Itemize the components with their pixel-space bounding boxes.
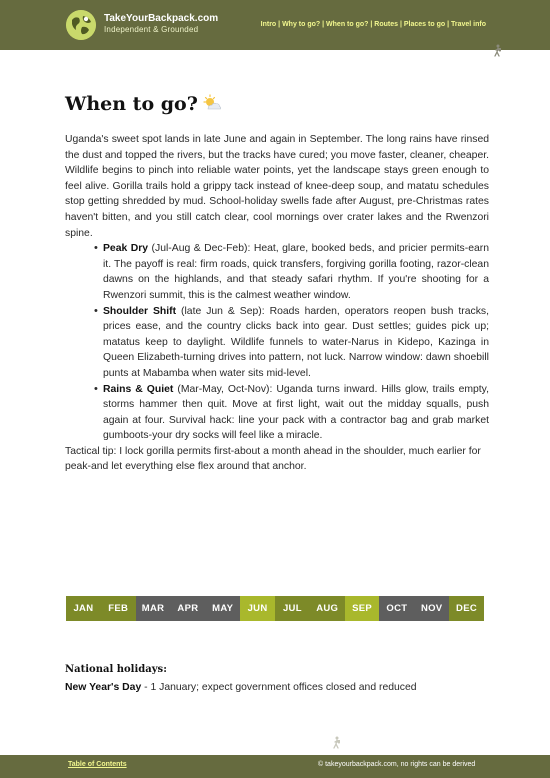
page-title-text: When to go? — [65, 93, 198, 115]
nav-link-places-to-go[interactable]: Places to go — [403, 21, 446, 28]
nav-link-why-to-go[interactable]: Why to go? — [282, 21, 321, 28]
brand-block[interactable] — [104, 14, 218, 34]
month-cell-may: MAY — [205, 596, 240, 621]
season-item-shoulder-shift — [103, 304, 489, 382]
brand-tagline: Independent & Grounded — [104, 25, 199, 34]
nav-separator: | — [368, 21, 373, 28]
holiday-text: - 1 January; expect government offices closed and reduced — [141, 682, 417, 693]
globe-logo-icon[interactable] — [66, 10, 96, 40]
month-cell-jul: JUL — [275, 596, 310, 621]
month-cell-jun: JUN — [240, 596, 275, 621]
season-list — [65, 241, 489, 444]
nav-link-when-to-go[interactable]: When to go? — [326, 21, 369, 28]
season-text: (Mar-May, Oct-Nov): Uganda turns inward. Hills glow, trails empty, storms hammer then quit. Move at first light, wait out the midday squalls, push again at four. Survival hack: line your pack with a contractor bag and grab market gumboots-your dry socks will feel like a miracle. — [103, 383, 489, 442]
season-name: Rains & Quiet — [103, 383, 174, 395]
nav-separator: | — [445, 21, 450, 28]
main-content — [65, 132, 489, 475]
hiker-icon — [491, 44, 505, 58]
nav-link-routes[interactable]: Routes — [374, 21, 399, 28]
month-cell-dec: DEC — [449, 596, 484, 621]
holiday-item — [65, 682, 505, 693]
sun-cloud-icon — [202, 94, 222, 117]
hiker-icon — [330, 736, 344, 755]
month-cell-jan: JAN — [66, 596, 101, 621]
site-footer — [0, 755, 550, 778]
intro-paragraph: Uganda's sweet spot lands in late June and again in September. The long rains have rinsed the dust and topped the rivers, but the tracks have cured; you move faster, cleaner, cheaper. Wildlife begins to pinch into reliable water points, yet the landscape stays green enough to feel alive. Gorilla trails hold a grippy tack instead of knee-deep soup, and matatu schedules stop getting shredded by mud. School-holiday swells fade after August, pre-Christmas rates haven't bitten, and you still catch clear, cool mornings over crater lakes and the Rwenzori spine. — [65, 134, 489, 239]
month-cell-aug: AUG — [310, 596, 345, 621]
month-cell-feb: FEB — [101, 596, 136, 621]
season-name: Shoulder Shift — [103, 305, 177, 317]
tactical-tip: Tactical tip: I lock gorilla permits first-about a month ahead in the shoulder, much earlier for peak-and let everything else flex around that anchor. — [65, 445, 481, 473]
month-cell-sep: SEP — [345, 596, 380, 621]
season-item-peak-dry — [103, 241, 489, 303]
season-text: (late Jun & Sep): Roads harden, operators reopen bush tracks, prices ease, and the country clicks back into gear. Dust settles; guides pick up; matatus keep to daylight. Wildlife funnels to water-Narus in Kidepo, Kazinga in Queen Elizabeth-turning drives into pattern, not luck. Narrow window: dawn shoebill punts at Mabamba when water sits mid-level. — [103, 305, 490, 379]
season-text: (Jul-Aug & Dec-Feb): Heat, glare, booked beds, and pricier permits-earn it. The payoff is real: firm roads, quick transfers, forgiving gorilla footing, razor-clean dawns on the highlands, and that steady safari rhythm. If you're shooting for a Rwenzori summit, this is the calmest weather window. — [103, 243, 489, 301]
nav-link-intro[interactable]: Intro — [260, 21, 277, 28]
table-of-contents-link[interactable]: Table of Contents — [68, 761, 127, 768]
season-item-rains-quiet — [103, 382, 489, 444]
copyright-notice: © takeyourbackpack.com, no rights can be derived — [318, 761, 476, 768]
holiday-name: New Year's Day — [65, 682, 142, 693]
month-cell-apr: APR — [170, 596, 205, 621]
nav-separator: | — [398, 21, 402, 28]
brand-name[interactable]: TakeYourBackpack.com — [104, 13, 219, 24]
top-navigation — [261, 21, 486, 28]
nav-separator: | — [320, 21, 325, 28]
month-calendar-bar — [66, 596, 484, 621]
nav-separator: | — [276, 21, 281, 28]
month-cell-nov: NOV — [414, 596, 449, 621]
holidays-heading: National holidays: — [65, 664, 167, 675]
page-title — [65, 93, 222, 117]
nav-link-travel-info[interactable]: Travel info — [450, 21, 486, 28]
month-cell-mar: MAR — [136, 596, 171, 621]
site-header — [0, 0, 550, 50]
month-cell-oct: OCT — [379, 596, 414, 621]
season-name: Peak Dry — [103, 243, 149, 255]
